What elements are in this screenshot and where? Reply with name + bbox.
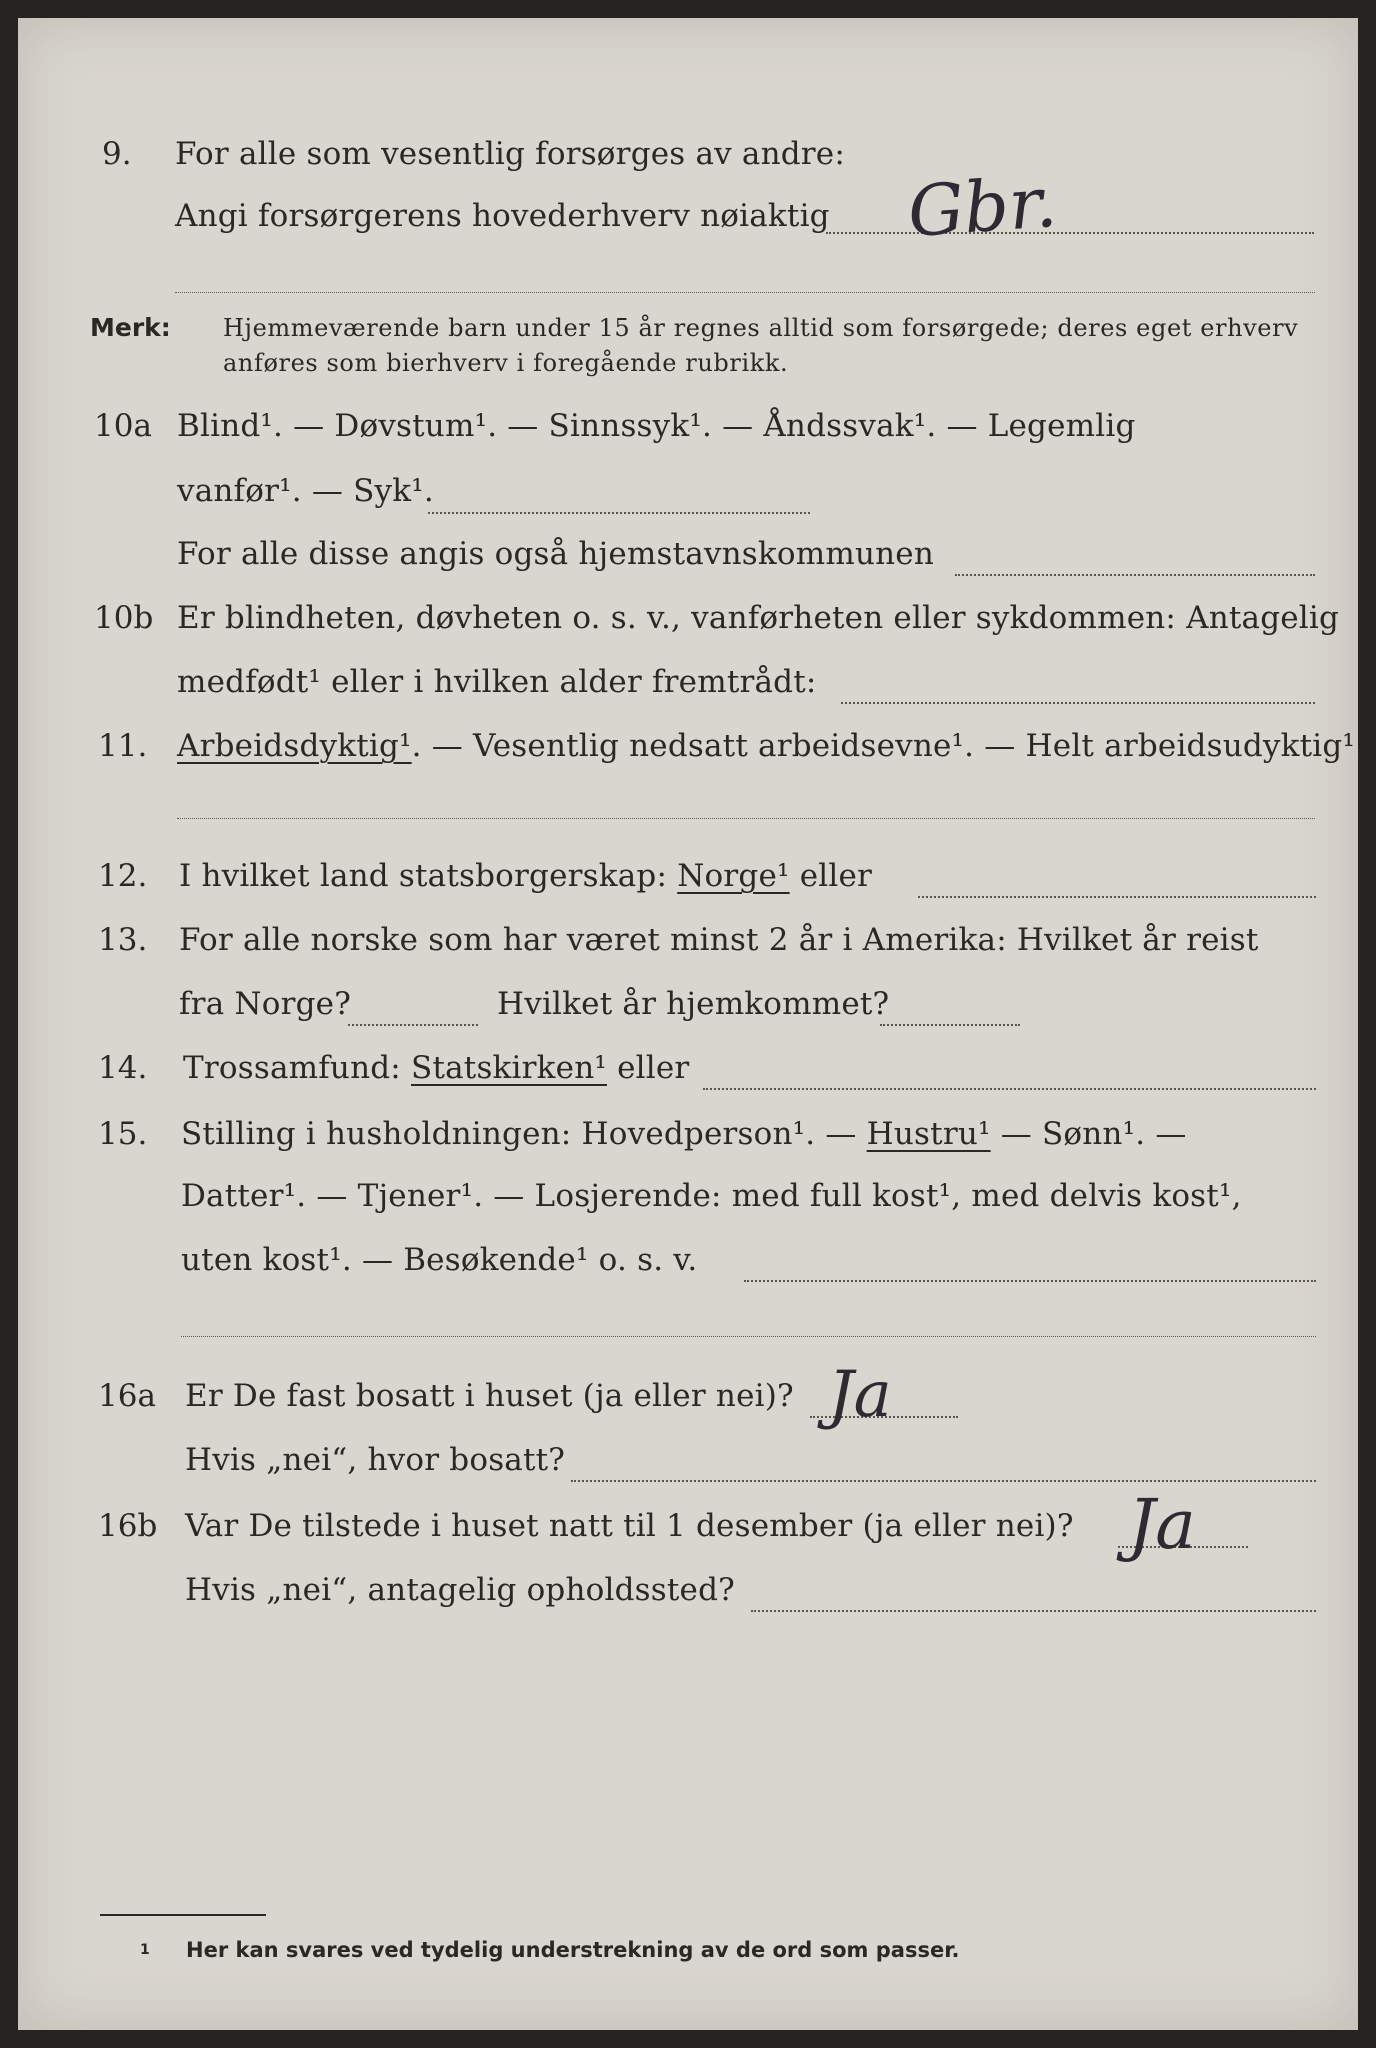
q16a-number: 16a [98, 1378, 156, 1414]
q10a-number: 10a [94, 408, 152, 444]
q10a-line3: For alle disse angis også hjemstavnskommunen [177, 536, 934, 572]
q14-line [183, 1050, 689, 1086]
q10b-answer-line [841, 702, 1315, 704]
q11-rest: . — Vesentlig nedsatt arbeidsevne¹. — Helt arbeidsudyktig¹. [411, 728, 1366, 764]
q9-answer-line2 [175, 292, 1315, 293]
q13-year-left-line [348, 1024, 478, 1026]
q9-handwritten-answer: Gbr. [905, 160, 1060, 254]
q16a-line1: Er De fast bosatt i huset (ja eller nei)? [185, 1378, 794, 1414]
q16a-handwritten-answer: Ja [828, 1358, 892, 1432]
q16a-residence-line [571, 1480, 1316, 1482]
q15-line3: uten kost¹. — Besøkende¹ o. s. v. [181, 1242, 698, 1278]
q14-answer-line [703, 1088, 1316, 1090]
footnote-mark: 1 [140, 1942, 150, 1958]
q10b-number: 10b [94, 600, 154, 636]
footnote-text: Her kan svares ved tydelig understrekning av de ord som passer. [186, 1938, 960, 1962]
merk-line1: Hjemmeværende barn under 15 år regnes alltid som forsørgede; deres eget erhverv [223, 314, 1299, 342]
q12-pre: I hvilket land statsborgerskap: [179, 858, 668, 894]
q13-line2b: Hvilket år hjemkommet? [497, 986, 890, 1022]
q15-option-hustru: Hustru¹ [866, 1116, 991, 1152]
q15-number: 15. [98, 1116, 148, 1152]
q11-number: 11. [98, 728, 148, 764]
q12-post: eller [799, 858, 873, 894]
q16b-handwritten-answer: Ja [1128, 1486, 1196, 1565]
q10b-line2: medfødt¹ eller i hvilken alder fremtrådt: [177, 664, 817, 700]
q15-line1 [181, 1116, 1187, 1152]
q15-line2: Datter¹. — Tjener¹. — Losjerende: med full kost¹, med delvis kost¹, [181, 1178, 1242, 1214]
q12-line [179, 858, 872, 894]
q16b-line1: Var De tilstede i huset natt til 1 desember (ja eller nei)? [185, 1508, 1074, 1544]
q12-number: 12. [98, 858, 148, 894]
q15-answer-line2 [181, 1336, 1316, 1337]
q14-number: 14. [98, 1050, 148, 1086]
q11-line [177, 728, 1365, 764]
q12-option-norge: Norge¹ [677, 858, 790, 894]
q14-option-statskirken: Statskirken¹ [411, 1050, 607, 1086]
q14-pre: Trossamfund: [183, 1050, 401, 1086]
q16a-line2: Hvis „nei“, hvor bosatt? [185, 1442, 566, 1478]
q10a-line1: Blind¹. — Døvstum¹. — Sinnssyk¹. — Åndssvak¹. — Legemlig [177, 408, 1136, 444]
q9-line1: For alle som vesentlig forsørges av andre: [175, 136, 845, 172]
q10a-line2: vanfør¹. — Syk¹. [177, 473, 434, 509]
merk-line2: anføres som bierhverv i foregående rubrikk. [223, 349, 789, 377]
q9-number: 9. [102, 136, 132, 172]
q11-option-arbeidsdyktig: Arbeidsdyktig¹ [177, 728, 412, 764]
q15-line1b: — Sønn¹. — [1000, 1116, 1187, 1152]
q13-line2a: fra Norge? [179, 986, 352, 1022]
q15-answer-line [744, 1280, 1316, 1282]
q9-line2: Angi forsørgerens hovederhverv nøiaktig [175, 198, 830, 234]
q16b-number: 16b [98, 1508, 158, 1544]
q13-year-returned-line [880, 1024, 1020, 1026]
q10b-line1: Er blindheten, døvheten o. s. v., vanførheten eller sykdommen: Antagelig [177, 600, 1340, 636]
census-form-page [18, 18, 1366, 2030]
q16b-location-line [751, 1610, 1316, 1612]
q10a-hometown-line [955, 574, 1315, 576]
q9-answer-line [826, 232, 1314, 234]
q11-answer-line [177, 818, 1315, 819]
footnote-separator [100, 1914, 266, 1916]
q10a-answer-line [428, 512, 810, 514]
q13-number: 13. [98, 922, 148, 958]
q16b-line2: Hvis „nei“, antagelig opholdssted? [185, 1572, 735, 1608]
q13-line1: For alle norske som har været minst 2 år i Amerika: Hvilket år reist [179, 922, 1259, 958]
merk-label: Merk: [90, 313, 171, 342]
q15-line1a: Stilling i husholdningen: Hovedperson¹. — [181, 1116, 857, 1152]
q12-answer-line [918, 896, 1316, 898]
q14-post: eller [617, 1050, 690, 1086]
